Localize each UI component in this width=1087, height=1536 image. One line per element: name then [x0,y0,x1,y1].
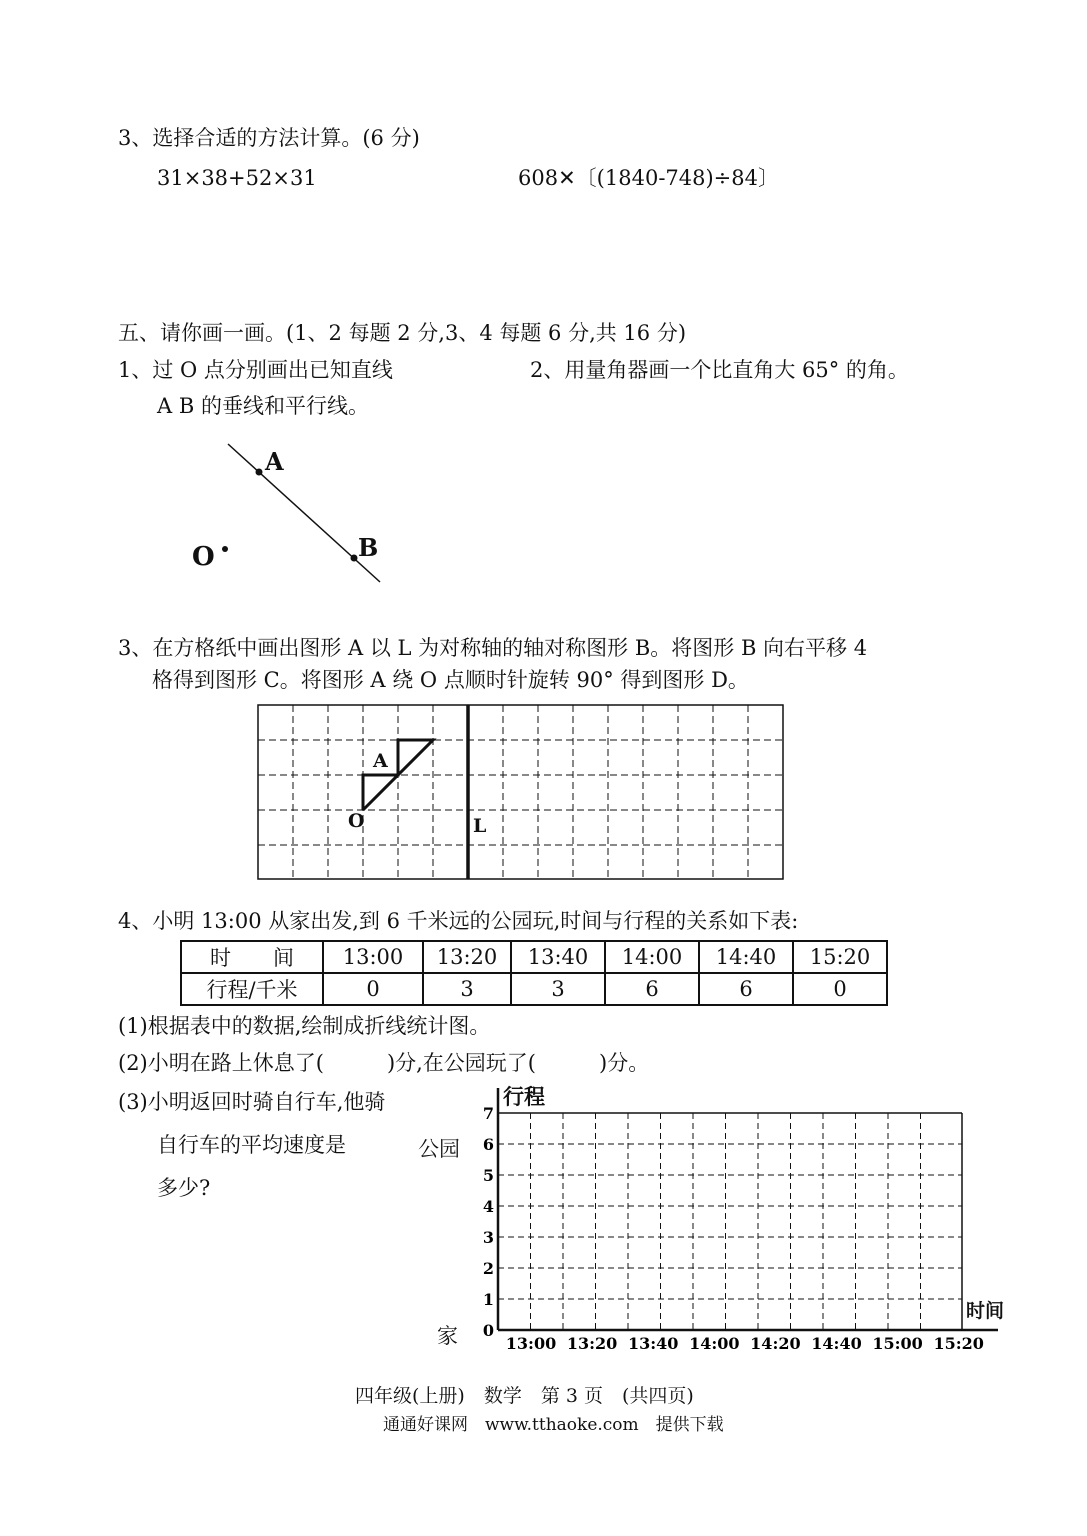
y-tick-label: 1 [482,1290,494,1309]
table-cell: 13:40 [511,941,605,973]
subquestion-2: (2)小明在路上休息了( )分,在公园玩了( )分。 [118,1051,650,1075]
footer-source: 通通好课网 www.tthaoke.com 提供下载 [383,1415,724,1435]
problem3-line2: 格得到图形 C。将图形 A 绕 O 点顺时针旋转 90° 得到图形 D。 [152,668,749,692]
y-tick-label: 4 [482,1197,494,1216]
table-cell: 0 [323,973,423,1005]
x-tick-label: 15:00 [872,1334,923,1353]
x-tick-label: 15:20 [933,1334,984,1353]
table-cell: 13:20 [423,941,511,973]
table-header-distance: 行程/千米 [181,973,323,1005]
problem3-line1: 3、在方格纸中画出图形 A 以 L 为对称轴的轴对称图形 B。将图形 B 向右平移 4 [118,636,868,660]
x-tick-label: 13:40 [627,1334,679,1353]
y-marker-home: 家 [437,1324,458,1348]
table-cell: 14:40 [699,941,793,973]
y-tick-label: 2 [482,1259,494,1278]
table-cell: 0 [793,973,887,1005]
point-b-label: B [358,533,379,562]
table-cell: 3 [423,973,511,1005]
axis-l-label: L [473,815,487,837]
point-a-label: A [265,447,284,476]
subquestion-3-line2: 自行车的平均速度是 [157,1133,346,1157]
y-tick-label: 5 [482,1166,494,1185]
table-cell: 6 [605,973,699,1005]
subquestion-3-line1: (3)小明返回时骑自行车,他骑 [118,1090,386,1114]
q3-expression-1: 31×38+52×31 [157,166,317,190]
x-tick-label: 14:00 [689,1334,740,1353]
table-cell: 15:20 [793,941,887,973]
subquestion-3-line3: 多少? [157,1176,211,1200]
x-tick-label: 14:20 [750,1334,801,1353]
problem4-line1: 4、小明 13:00 从家出发,到 6 千米远的公园玩,时间与行程的关系如下表: [118,909,799,933]
chart-y-axis-title: 行程 [503,1084,545,1109]
section5-title: 五、请你画一画。(1、2 每题 2 分,3、4 每题 6 分,共 16 分) [118,321,687,345]
figure-a-label: A [373,750,388,772]
table-cell: 3 [511,973,605,1005]
table-header-time: 时 间 [181,941,323,973]
problem2-text: 2、用量角器画一个比直角大 65° 的角。 [530,358,909,382]
x-tick-label: 14:40 [811,1334,862,1353]
point-o-grid-label: O [348,810,365,832]
point-o-label: O [192,542,215,572]
chart-x-axis-title: 时间 [966,1300,1005,1322]
x-tick-label: 13:00 [505,1334,557,1353]
y-tick-label: 6 [482,1135,494,1154]
problem1-line2: A B 的垂线和平行线。 [157,394,369,418]
footer-page-info: 四年级(上册) 数学 第 3 页 (共四页) [355,1385,694,1407]
q3-expression-2: 608✕〔(1840-748)÷84〕 [518,166,780,190]
y-tick-label: 3 [482,1228,494,1247]
y-marker-park: 公园 [418,1137,460,1161]
x-tick-label: 13:20 [566,1334,618,1353]
table-cell: 6 [699,973,793,1005]
y-tick-label: 0 [482,1321,494,1340]
table-cell: 14:00 [605,941,699,973]
table-cell: 13:00 [323,941,423,973]
q3-title: 3、选择合适的方法计算。(6 分) [118,126,420,150]
subquestion-1: (1)根据表中的数据,绘制成折线统计图。 [118,1014,491,1038]
y-tick-label: 7 [482,1104,494,1123]
problem1-line1: 1、过 O 点分别画出已知直线 [118,358,393,382]
